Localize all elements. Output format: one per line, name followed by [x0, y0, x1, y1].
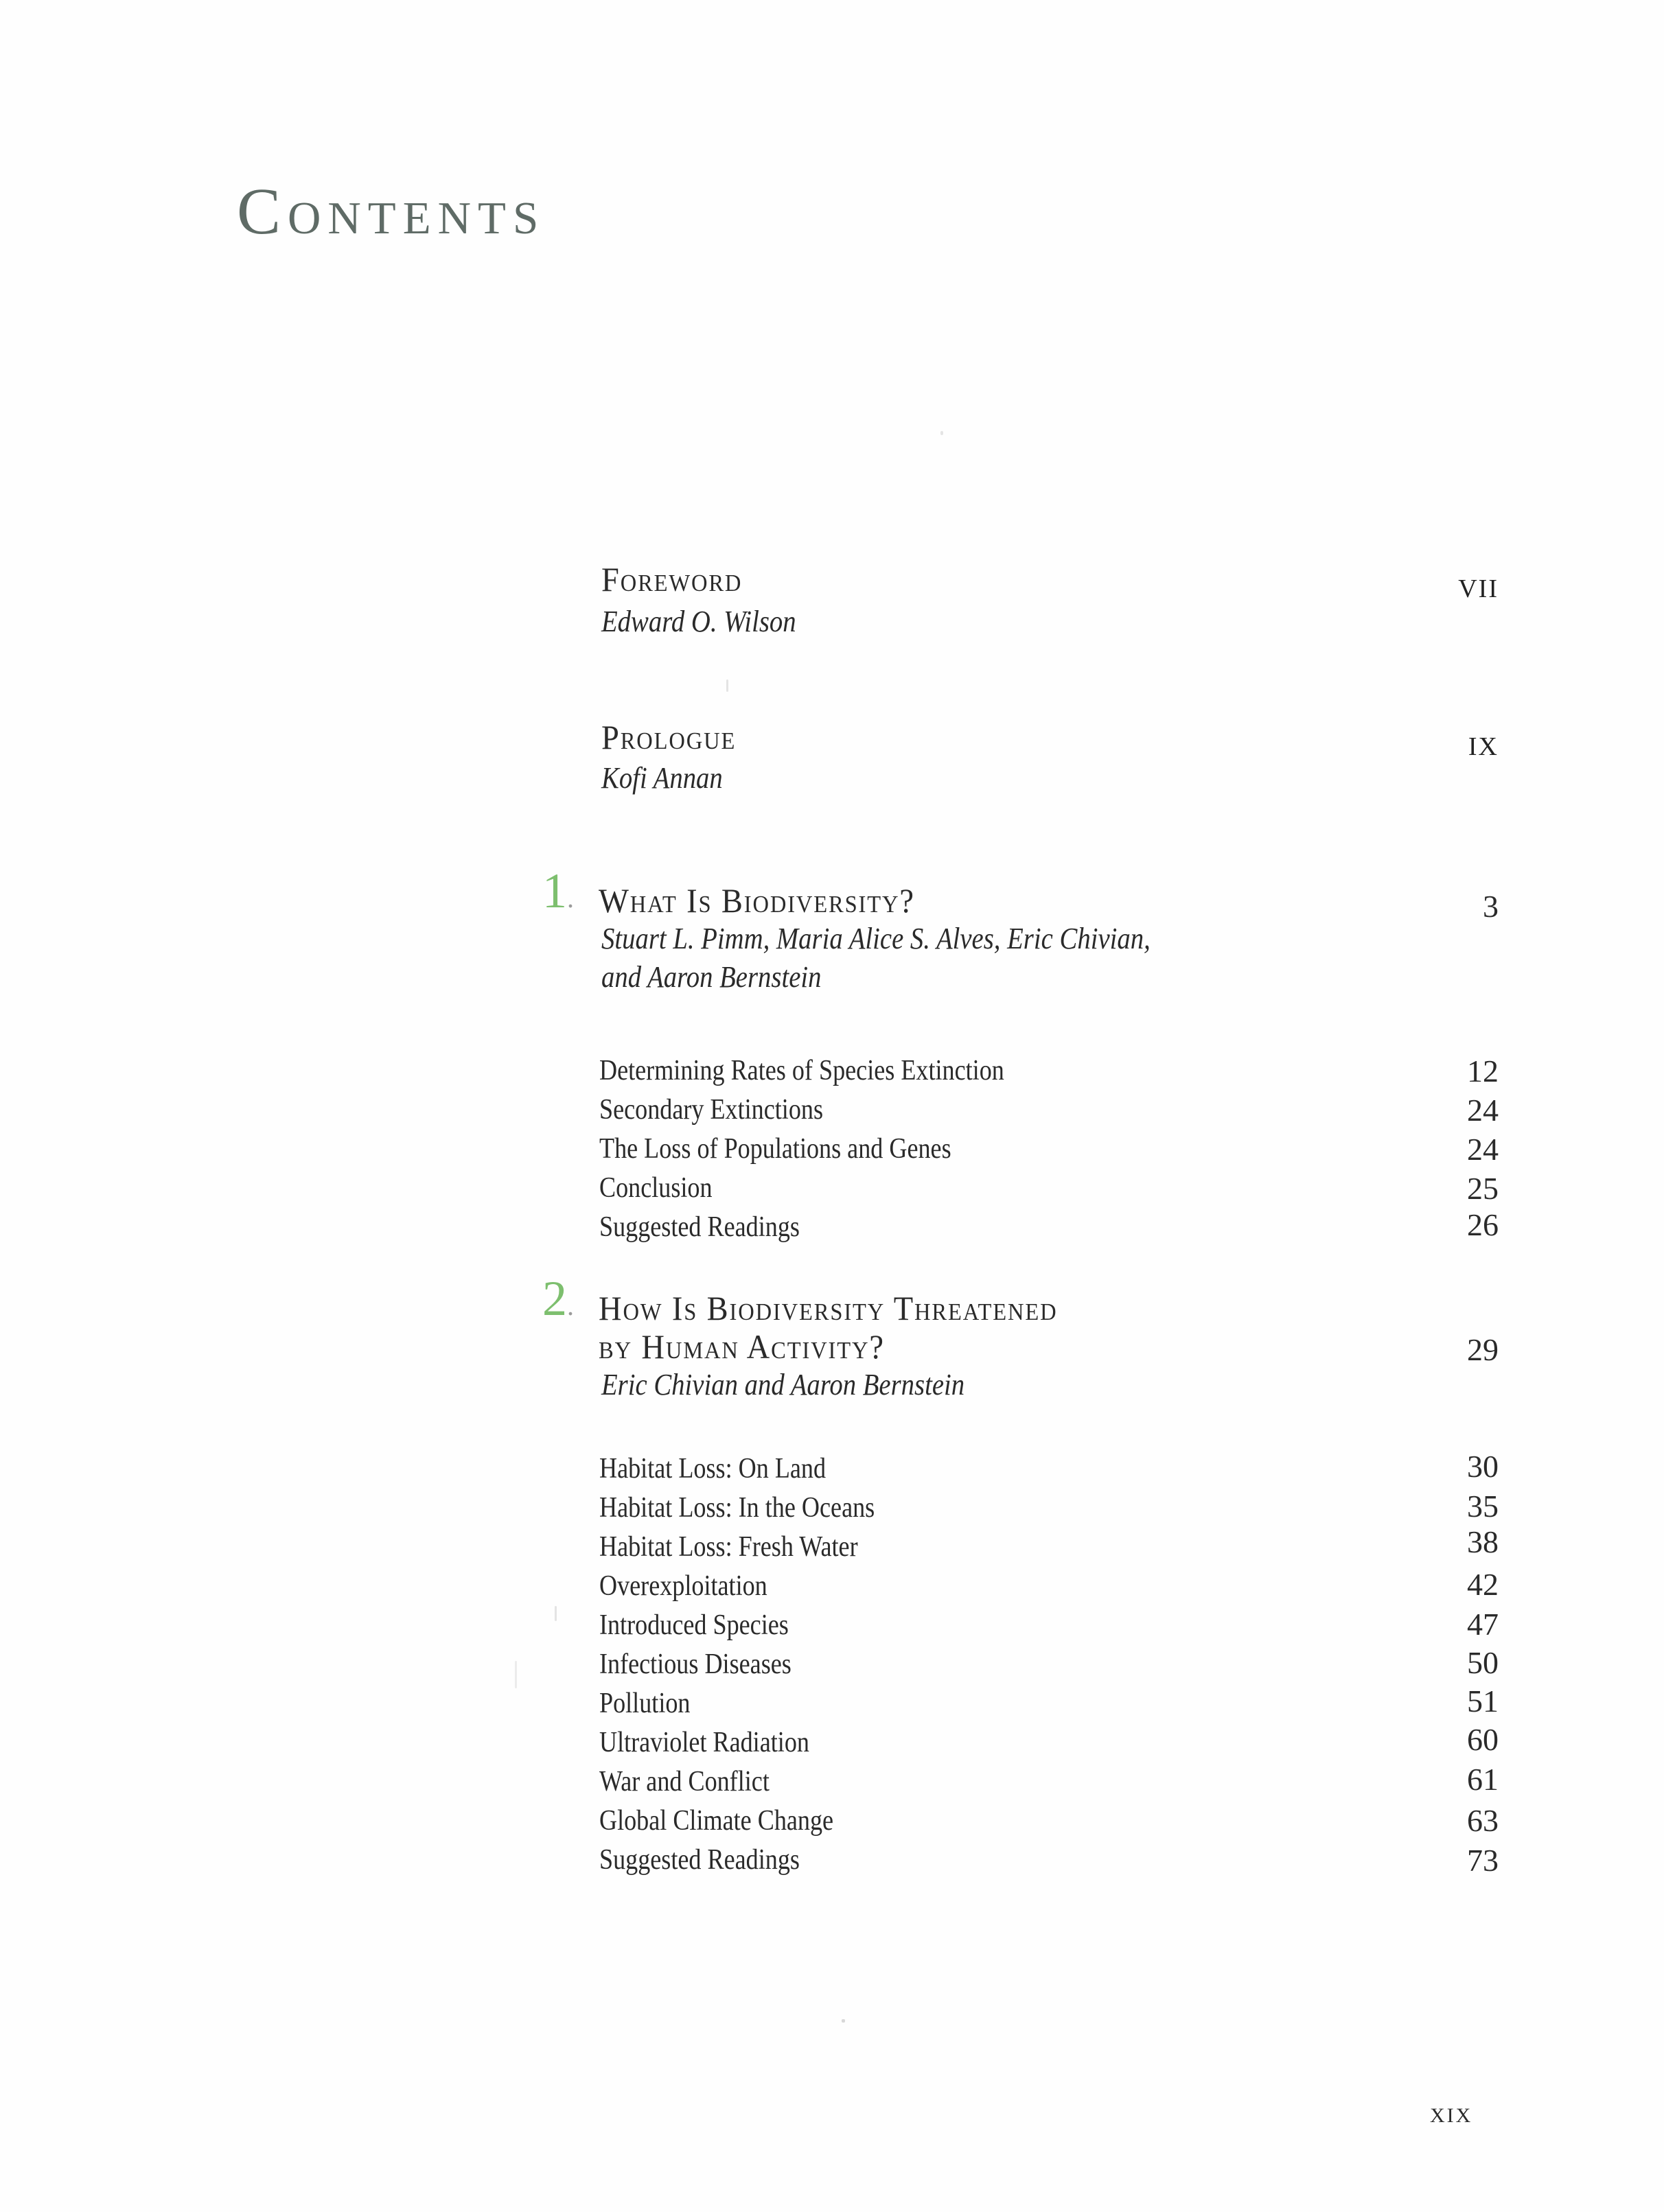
chapter-number-dot: .	[567, 883, 574, 913]
scan-speck	[515, 1661, 517, 1688]
chapter-title-line-2: by Human Activity?	[599, 1327, 885, 1366]
section-title: Habitat Loss: On Land	[599, 1453, 827, 1485]
section-page-number: 12	[1467, 1053, 1499, 1088]
section-page-number: 26	[1467, 1207, 1499, 1242]
chapter-number-dot: .	[567, 1290, 574, 1321]
section-page-number: 51	[1467, 1684, 1499, 1719]
toc-heading-prologue: Prologue	[601, 718, 737, 756]
chapter-title-line-1: How Is Biodiversity Threatened	[599, 1289, 1058, 1327]
chapter-author-line-2: and Aaron Bernstein	[601, 960, 822, 994]
section-page-number: 60	[1467, 1722, 1499, 1757]
section-title: The Loss of Populations and Genes	[599, 1133, 951, 1165]
toc-heading-foreword: Foreword	[601, 560, 743, 598]
chapter-number-1	[542, 863, 574, 918]
section-page-number: 63	[1467, 1803, 1499, 1838]
section-page-number: 61	[1467, 1762, 1499, 1797]
chapter-page-number: 3	[1483, 889, 1499, 924]
section-title: Overexploitation	[599, 1570, 767, 1602]
section-page-number: 42	[1467, 1567, 1499, 1602]
toc-author-foreword: Edward O. Wilson	[601, 605, 796, 638]
section-title: Habitat Loss: Fresh Water	[599, 1531, 858, 1563]
section-title: Pollution	[599, 1688, 691, 1719]
section-page-number: 30	[1467, 1449, 1499, 1484]
scan-speck	[842, 2019, 845, 2023]
section-page-number: 38	[1467, 1524, 1499, 1559]
section-title: Conclusion	[599, 1172, 713, 1204]
section-title: Determining Rates of Species Extinction	[599, 1055, 1004, 1086]
section-page-number: 73	[1467, 1843, 1499, 1878]
section-title: Suggested Readings	[599, 1211, 800, 1243]
scan-speck	[726, 679, 728, 692]
section-page-number: 50	[1467, 1645, 1499, 1680]
section-title: War and Conflict	[599, 1766, 770, 1797]
section-page-number: 25	[1467, 1171, 1499, 1206]
toc-page-prologue: IX	[1468, 732, 1499, 761]
section-title: Infectious Diseases	[599, 1649, 791, 1680]
section-title: Secondary Extinctions	[599, 1094, 824, 1126]
toc-author-prologue: Kofi Annan	[601, 761, 723, 795]
section-page-number: 24	[1467, 1093, 1499, 1128]
scan-speck	[555, 1606, 557, 1621]
chapter-number-digit: 1	[542, 863, 567, 918]
chapter-page-number: 29	[1467, 1332, 1499, 1367]
chapter-title-line-1: What Is Biodiversity?	[599, 881, 915, 920]
section-page-number: 47	[1467, 1607, 1499, 1642]
footer-page-number: XIX	[1430, 2104, 1473, 2127]
section-title: Habitat Loss: In the Oceans	[599, 1492, 875, 1524]
section-page-number: 35	[1467, 1489, 1499, 1524]
section-title: Global Climate Change	[599, 1805, 834, 1837]
section-title: Suggested Readings	[599, 1844, 800, 1876]
section-page-number: 24	[1467, 1132, 1499, 1167]
toc-page-foreword: VII	[1458, 574, 1499, 603]
section-title: Introduced Species	[599, 1609, 789, 1641]
chapter-author-line-1: Eric Chivian and Aaron Bernstein	[601, 1368, 965, 1401]
chapter-number-2	[542, 1271, 574, 1326]
section-title: Ultraviolet Radiation	[599, 1727, 809, 1758]
page-title: Contents	[237, 174, 546, 248]
scan-speck	[940, 431, 943, 435]
chapter-number-digit: 2	[542, 1271, 567, 1326]
chapter-author-line-1: Stuart L. Pimm, Maria Alice S. Alves, Eric Chivian,	[601, 922, 1151, 955]
